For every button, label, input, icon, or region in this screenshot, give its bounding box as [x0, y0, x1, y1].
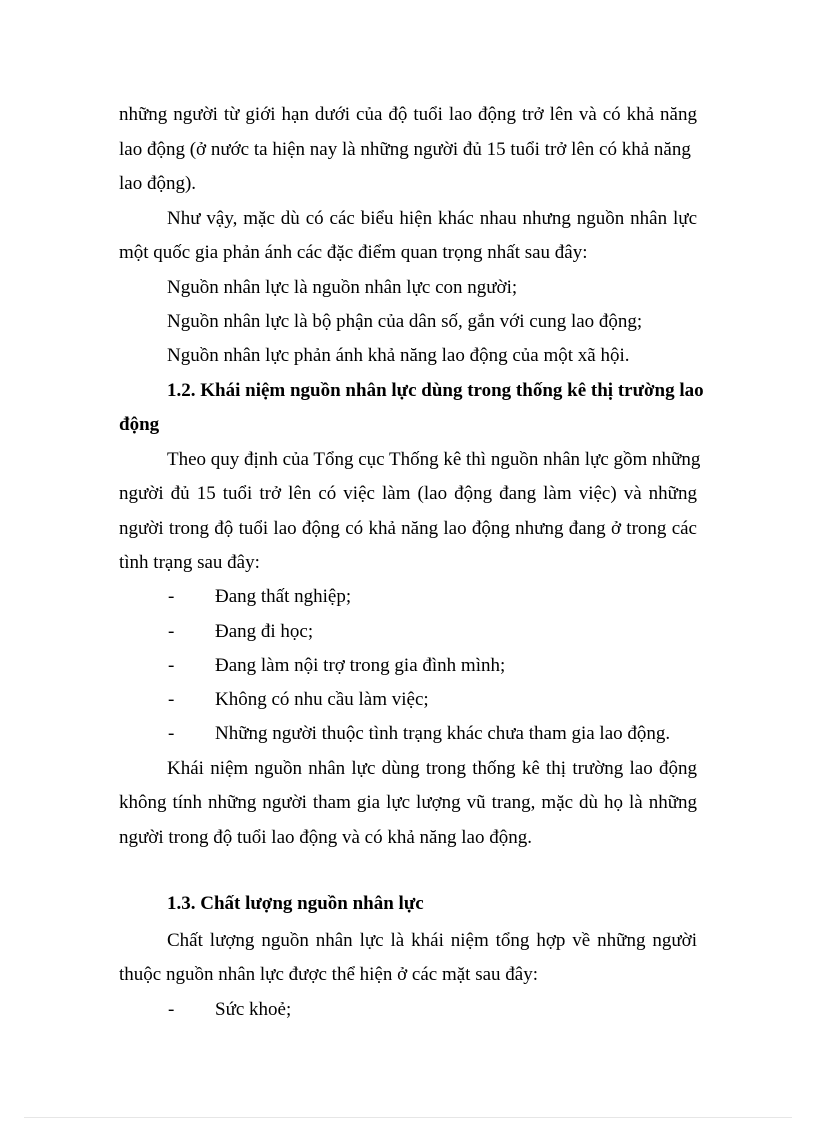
- list-item: Đang làm nội trợ trong gia đình mình;: [215, 655, 506, 676]
- paragraph-line: người trong độ tuổi lao động và có khả năng lao động.: [119, 827, 532, 848]
- paragraph-line: người trong độ tuổi lao động có khả năng lao động nhưng đang ở trong các: [119, 518, 697, 539]
- paragraph-line: lao động).: [119, 173, 197, 194]
- section-heading: 1.2. Khái niệm nguồn nhân lực dùng trong thống kê thị trường lao: [167, 380, 704, 401]
- list-item: Những người thuộc tình trạng khác chưa tham gia lao động.: [215, 723, 671, 744]
- list-item: Đang thất nghiệp;: [215, 586, 352, 607]
- list-bullet: -: [168, 723, 175, 744]
- list-bullet: -: [168, 655, 175, 676]
- paragraph-line: tình trạng sau đây:: [119, 552, 260, 573]
- list-item: Không có nhu cầu làm việc;: [215, 689, 429, 710]
- section-heading: 1.3. Chất lượng nguồn nhân lực: [167, 893, 424, 914]
- list-bullet: -: [168, 999, 175, 1020]
- list-bullet: -: [168, 621, 175, 642]
- paragraph-line: Nguồn nhân lực là bộ phận của dân số, gắn với cung lao động;: [167, 311, 643, 332]
- list-item: Đang đi học;: [215, 621, 314, 642]
- paragraph-line: lao động (ở nước ta hiện nay là những người đủ 15 tuổi trở lên có khả năng: [119, 139, 691, 160]
- page-bottom-rule: [24, 1117, 792, 1118]
- paragraph-line: Nguồn nhân lực phản ánh khả năng lao động của một xã hội.: [167, 345, 630, 366]
- list-bullet: -: [168, 586, 175, 607]
- paragraph-line: một quốc gia phản ánh các đặc điểm quan trọng nhất sau đây:: [119, 242, 588, 263]
- paragraph-line: những người từ giới hạn dưới của độ tuổi lao động trở lên và có khả năng: [119, 104, 697, 125]
- paragraph-line: Như vậy, mặc dù có các biểu hiện khác nhau nhưng nguồn nhân lực: [167, 208, 697, 229]
- list-bullet: -: [168, 689, 175, 710]
- list-item: Sức khoẻ;: [215, 999, 292, 1020]
- paragraph-line: người đủ 15 tuổi trở lên có việc làm (lao động đang làm việc) và những: [119, 483, 697, 504]
- section-heading: động: [119, 414, 160, 435]
- paragraph-line: Theo quy định của Tổng cục Thống kê thì nguồn nhân lực gồm những: [167, 449, 701, 470]
- paragraph-line: Nguồn nhân lực là nguồn nhân lực con người;: [167, 277, 518, 298]
- paragraph-line: Chất lượng nguồn nhân lực là khái niệm tổng hợp về những người: [167, 930, 697, 951]
- paragraph-line: không tính những người tham gia lực lượng vũ trang, mặc dù họ là những: [119, 792, 697, 813]
- paragraph-line: Khái niệm nguồn nhân lực dùng trong thống kê thị trường lao động: [167, 758, 697, 779]
- paragraph-line: thuộc nguồn nhân lực được thể hiện ở các mặt sau đây:: [119, 964, 538, 985]
